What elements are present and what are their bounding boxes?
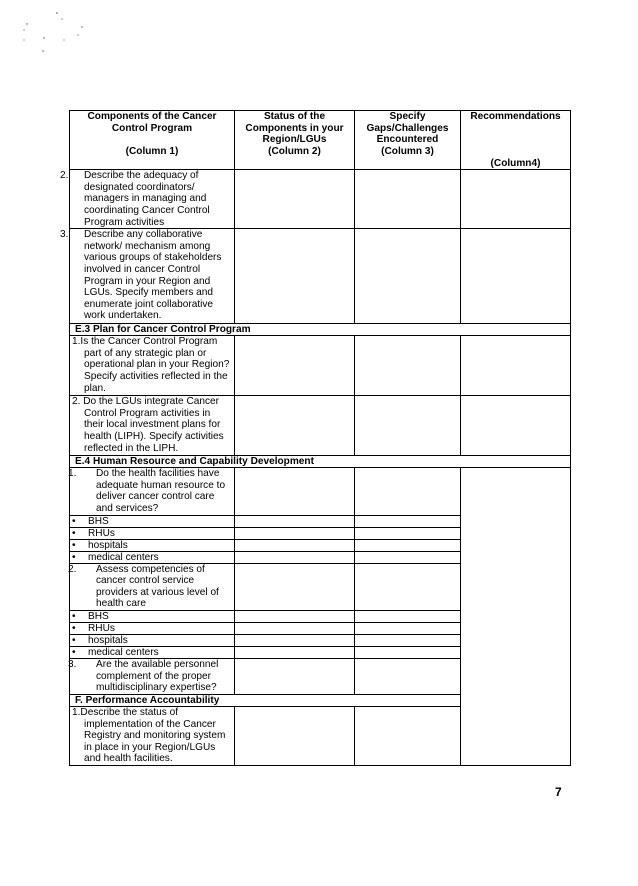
gaps-cell: [355, 229, 461, 324]
bullet-cell: • BHS: [70, 610, 235, 622]
bullet-cell: • RHUs: [70, 622, 235, 634]
gaps-cell: [355, 527, 461, 539]
bullet-cell: • BHS: [70, 515, 235, 527]
status-cell: [235, 563, 355, 610]
bullet-cell: • hospitals: [70, 634, 235, 646]
recommendations-cell: [461, 336, 571, 396]
cancer-control-assessment-table: [60, 110, 571, 766]
component-cell: 3. Describe any collaborative network/ mechanism among various groups of stakeholders involved in cancer Control Program in your Region and LGUs. Specify members and enumerate joint collaborative work undertaken.: [70, 229, 235, 324]
header-column-2: Status of the Components in your Region/LGUs (Column 2): [235, 111, 355, 170]
gaps-cell: [355, 622, 461, 634]
header-column-3: Specify Gaps/Challenges Encountered (Column 3): [355, 111, 461, 170]
section-title: E.3 Plan for Cancer Control Program: [70, 324, 571, 336]
status-cell: [235, 706, 355, 765]
gaps-cell: [355, 468, 461, 515]
recommendations-cell: [461, 396, 571, 456]
gaps-cell: [355, 551, 461, 563]
component-cell: 1.Describe the status of implementation of the Cancer Registry and monitoring system in place in your Region/LGUs and health facilities.: [70, 706, 235, 765]
gaps-cell: [355, 706, 461, 765]
recommendations-cell: [461, 468, 571, 766]
gaps-cell: [355, 563, 461, 610]
component-cell: 2. Do the LGUs integrate Cancer Control Program activities in their local investment plans for health (LIPH). Specify activities reflected in the LIPH.: [70, 396, 235, 456]
table-row-e2-item-2: [70, 170, 571, 229]
status-cell: [235, 229, 355, 324]
status-cell: [235, 527, 355, 539]
component-cell: 3. Are the available personnel complement of the proper multidisciplinary expertise?: [70, 658, 235, 694]
status-cell: [235, 515, 355, 527]
table-row-e4-q1: [70, 468, 571, 515]
gaps-cell: [355, 539, 461, 551]
bullet-cell: • medical centers: [70, 646, 235, 658]
component-cell: 1. Do the health facilities have adequate human resource to deliver cancer control care and services?: [70, 468, 235, 515]
section-header-f: [70, 694, 571, 706]
status-cell: [235, 468, 355, 515]
gaps-cell: [355, 336, 461, 396]
status-cell: [235, 170, 355, 229]
page-number: 7: [555, 785, 562, 799]
gaps-cell: [355, 396, 461, 456]
status-cell: [235, 646, 355, 658]
table-row-e2-item-3: [70, 229, 571, 324]
recommendations-cell: [461, 170, 571, 229]
status-cell: [235, 610, 355, 622]
status-cell: [235, 539, 355, 551]
section-title: E.4 Human Resource and Capability Development: [70, 456, 571, 468]
status-cell: [235, 551, 355, 563]
gaps-cell: [355, 658, 461, 694]
section-header-e3: [70, 324, 571, 336]
gaps-cell: [355, 515, 461, 527]
scan-specks: [0, 0, 120, 70]
component-cell: 1.Is the Cancer Control Program part of any strategic plan or operational plan in your Region? Specify activities reflected in the plan.: [70, 336, 235, 396]
gaps-cell: [355, 646, 461, 658]
status-cell: [235, 634, 355, 646]
gaps-cell: [355, 634, 461, 646]
bullet-cell: • medical centers: [70, 551, 235, 563]
table-row-e3-item-1: [70, 336, 571, 396]
header-column-1: Components of the Cancer Control Program (Column 1): [70, 111, 235, 170]
gaps-cell: [355, 610, 461, 622]
component-cell: 2. Assess competencies of cancer control service providers at various level of health care: [70, 563, 235, 610]
status-cell: [235, 622, 355, 634]
header-row: [70, 111, 571, 170]
table-row-e3-item-2: [70, 396, 571, 456]
status-cell: [235, 658, 355, 694]
bullet-cell: • RHUs: [70, 527, 235, 539]
status-cell: [235, 396, 355, 456]
recommendations-cell: [461, 229, 571, 324]
header-column-4: Recommendations (Column4): [461, 111, 571, 170]
section-title: F. Performance Accountability: [70, 694, 571, 706]
gaps-cell: [355, 170, 461, 229]
section-header-e4: [70, 456, 571, 468]
status-cell: [235, 336, 355, 396]
component-cell: 2. Describe the adequacy of designated coordinators/ managers in managing and coordinating Cancer Control Program activities: [70, 170, 235, 229]
bullet-cell: • hospitals: [70, 539, 235, 551]
